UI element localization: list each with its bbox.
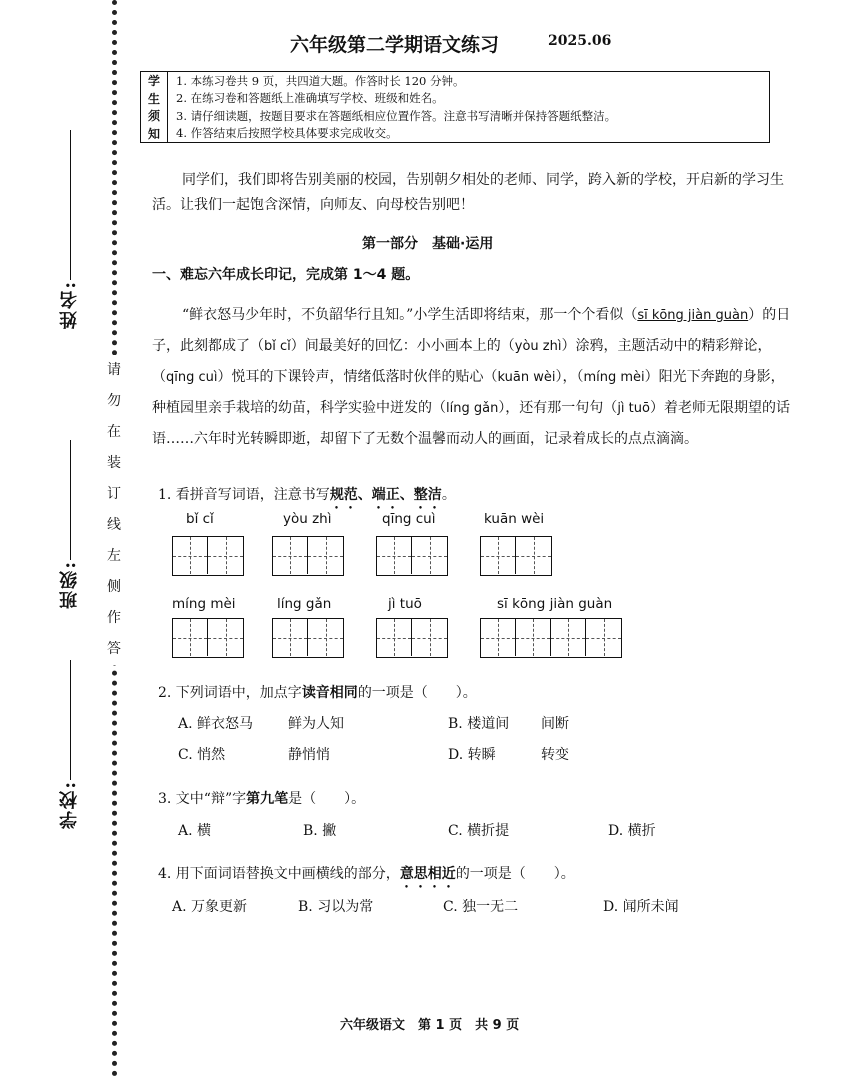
answer-cell[interactable] bbox=[208, 619, 243, 656]
question-text: 1. 看拼音写词语，注意书写 bbox=[158, 487, 330, 503]
pinyin-label: qīng cuì bbox=[382, 511, 436, 527]
notice-heading-char: 生 bbox=[147, 91, 160, 106]
answer-grid[interactable] bbox=[272, 536, 344, 576]
question-text: 2. 下列词语中，加点字 bbox=[158, 685, 302, 701]
answer-cell[interactable] bbox=[586, 619, 621, 656]
answer-grid[interactable] bbox=[480, 536, 552, 576]
school-field[interactable] bbox=[50, 660, 90, 829]
passage-text: ），（ bbox=[555, 369, 584, 385]
intro-paragraph: 同学们，我们即将告别美丽的校园，告别朝夕相处的老师、同学，跨入新的学校，开启新的学习生活。让我们一起饱含深情，向师友、向母校告别吧！ bbox=[152, 172, 784, 213]
question-emphasis: 意思相近 bbox=[399, 866, 456, 882]
answer-cell[interactable] bbox=[308, 537, 343, 574]
option-a-pair: 鲜为人知 bbox=[288, 716, 344, 732]
part-title: 第一部分 基础·运用 bbox=[362, 236, 494, 252]
binding-note-char: 装 bbox=[107, 455, 121, 471]
name-field-line bbox=[70, 130, 71, 280]
question-text: 。 bbox=[441, 487, 456, 503]
answer-cell[interactable] bbox=[377, 619, 412, 656]
question-1 bbox=[158, 484, 456, 512]
option-c[interactable]: C. 独一无二 bbox=[443, 899, 519, 915]
pinyin-label: kuān wèi bbox=[484, 511, 545, 527]
passage-underlined-pinyin: sī kōng jiàn guàn bbox=[637, 308, 749, 323]
binding-note-char: 侧 bbox=[107, 579, 121, 595]
option-d-pair: 转变 bbox=[541, 747, 569, 763]
notice-heading bbox=[141, 72, 168, 142]
passage-text: ）的日子，此刻都成了（ bbox=[152, 307, 791, 354]
passage-text: ）阳光下奔跑的身影，种植园里亲手栽培的幼苗，科学实验中迸发的（ bbox=[152, 369, 785, 416]
passage-pinyin: bǐ cǐ bbox=[264, 339, 291, 354]
answer-cell[interactable] bbox=[551, 619, 586, 656]
option-c[interactable]: C. 悄然 bbox=[178, 747, 226, 763]
answer-cell[interactable] bbox=[516, 537, 551, 574]
option-d[interactable]: D. 转瞬 bbox=[448, 747, 496, 763]
notice-heading-char: 知 bbox=[147, 126, 160, 141]
passage-pinyin: míng mèi bbox=[583, 370, 645, 385]
notice-item: 3. 请仔细读题，按题目要求在答题纸相应位置作答。注意书写清晰并保持答题纸整洁。 bbox=[176, 108, 617, 123]
answer-cell[interactable] bbox=[481, 537, 516, 574]
binding-note-char: 左 bbox=[107, 548, 121, 564]
question-4 bbox=[158, 863, 575, 891]
pinyin-label: jì tuō bbox=[388, 596, 422, 612]
option-a[interactable]: A. 横 bbox=[178, 823, 212, 839]
class-label: 班级: bbox=[59, 560, 80, 609]
pinyin-label: míng mèi bbox=[172, 596, 236, 612]
option-a[interactable]: A. 万象更新 bbox=[172, 899, 248, 915]
page-title: 六年级第二学期语文练习 bbox=[290, 34, 500, 56]
passage-pinyin: líng gǎn bbox=[446, 401, 499, 416]
answer-grid[interactable] bbox=[172, 618, 244, 658]
notice-item: 2. 在练习卷和答题纸上准确填写学校、班级和姓名。 bbox=[176, 91, 444, 106]
passage-pinyin: kuān wèi bbox=[497, 370, 556, 385]
answer-cell[interactable] bbox=[173, 619, 208, 656]
pinyin-label: bǐ cǐ bbox=[186, 511, 214, 527]
answer-cell[interactable] bbox=[273, 537, 308, 574]
binding-note-char: 作 bbox=[107, 610, 121, 626]
answer-cell[interactable] bbox=[516, 619, 551, 656]
notice-items bbox=[168, 72, 769, 142]
passage-text: ）涂鸦，主题活动中的精彩辩论，（ bbox=[152, 338, 772, 385]
notice-item: 4. 作答结束后按照学校具体要求完成收交。 bbox=[176, 126, 398, 141]
answer-grid[interactable] bbox=[376, 536, 448, 576]
answer-cell[interactable] bbox=[273, 619, 308, 656]
notice-item: 1. 本练习卷共 9 页，共四道大题。作答时长 120 分钟。 bbox=[176, 73, 465, 88]
binding-note-char: 请 bbox=[107, 362, 121, 378]
notice-heading-char: 须 bbox=[147, 109, 160, 124]
option-d[interactable]: D. 闻所未闻 bbox=[603, 899, 679, 915]
answer-cell[interactable] bbox=[377, 537, 412, 574]
binding-note-char: 勿 bbox=[107, 393, 121, 409]
answer-grid[interactable] bbox=[376, 618, 448, 658]
question-text: 的一项是（ ）。 bbox=[455, 866, 575, 882]
option-c[interactable]: C. 横折提 bbox=[448, 823, 510, 839]
option-b[interactable]: B. 习以为常 bbox=[298, 899, 374, 915]
option-b[interactable]: B. 楼道间 bbox=[448, 716, 510, 732]
answer-grid[interactable] bbox=[272, 618, 344, 658]
answer-cell[interactable] bbox=[481, 619, 516, 656]
answer-cell[interactable] bbox=[412, 619, 447, 656]
binding-note-char: 答 bbox=[107, 641, 121, 657]
passage-pinyin: yòu zhì bbox=[514, 339, 562, 354]
option-d[interactable]: D. 横折 bbox=[608, 823, 656, 839]
question-emphasis: 第九笔 bbox=[246, 791, 289, 807]
question-text: 是（ ）。 bbox=[288, 791, 366, 807]
page-footer: 六年级语文 第 1 页 共 9 页 bbox=[340, 1018, 520, 1033]
passage-text: “鲜衣怒马少年时，不负韶华行且知。”小学生活即将结束，那一个个看似（ bbox=[182, 307, 638, 323]
option-b-pair: 间断 bbox=[541, 716, 569, 732]
pinyin-label: sī kōng jiàn guàn bbox=[497, 596, 613, 612]
question-text: 4. 用下面词语替换文中画横线的部分， bbox=[158, 866, 400, 882]
notice-heading-char: 学 bbox=[147, 74, 160, 89]
passage-text: ），还有那一句句（ bbox=[498, 400, 618, 416]
question-2 bbox=[158, 682, 477, 702]
binding-note-char: 线 bbox=[107, 517, 121, 533]
answer-cell[interactable] bbox=[173, 537, 208, 574]
binding-note bbox=[104, 355, 124, 665]
question-text: 3. 文中“辩”字 bbox=[158, 791, 247, 807]
answer-cell[interactable] bbox=[208, 537, 243, 574]
question-text: 的一项是（ ）。 bbox=[357, 685, 477, 701]
question-emphasis: 规范、端正、整洁 bbox=[329, 487, 442, 503]
section-title: 一、难忘六年成长印记，完成第 1～4 题。 bbox=[152, 267, 420, 283]
answer-cell[interactable] bbox=[412, 537, 447, 574]
passage-pinyin: jì tuō bbox=[617, 401, 650, 416]
answer-cell[interactable] bbox=[308, 619, 343, 656]
name-field[interactable] bbox=[50, 130, 90, 329]
binding-note-char: 在 bbox=[107, 424, 121, 440]
school-field-line bbox=[70, 660, 71, 780]
option-a[interactable]: A. 鲜衣怒马 bbox=[178, 716, 254, 732]
reading-passage bbox=[152, 300, 797, 454]
passage-text: ）间最美好的回忆：小小画本上的（ bbox=[290, 338, 515, 354]
school-label: 学校: bbox=[59, 780, 80, 829]
option-b[interactable]: B. 撇 bbox=[303, 823, 337, 839]
exam-date: 2025.06 bbox=[548, 33, 612, 49]
passage-pinyin: qīng cuì bbox=[166, 370, 218, 385]
passage-text: ）着老师无限期望的话语……六年时光转瞬即逝，却留下了无数个温馨而动人的画面，记录着成长的点点滴滴。 bbox=[152, 400, 790, 447]
question-emphasis: 读音相同 bbox=[301, 685, 358, 701]
name-label: 姓名: bbox=[59, 280, 80, 329]
question-3 bbox=[158, 788, 365, 808]
pinyin-label: líng gǎn bbox=[277, 596, 332, 612]
answer-grid[interactable] bbox=[480, 618, 622, 658]
answer-grid[interactable] bbox=[172, 536, 244, 576]
passage-text: ）悦耳的下课铃声，情绪低落时伙伴的贴心（ bbox=[217, 369, 498, 385]
pinyin-label: yòu zhì bbox=[283, 511, 332, 527]
class-field[interactable] bbox=[50, 440, 90, 609]
notice-box bbox=[140, 71, 770, 143]
binding-note-char: 订 bbox=[107, 486, 121, 502]
class-field-line bbox=[70, 440, 71, 560]
option-c-pair: 静悄悄 bbox=[288, 747, 330, 763]
